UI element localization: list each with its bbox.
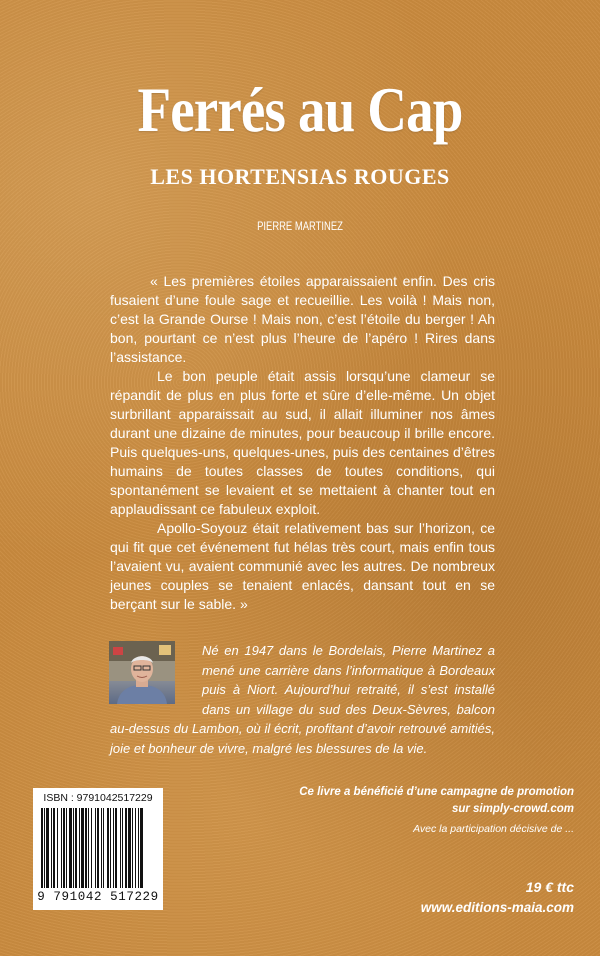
- barcode-bar: [97, 808, 99, 888]
- barcode-digits: 9 791042 517229: [37, 890, 159, 904]
- barcode-bar: [79, 808, 80, 888]
- barcode-bar: [61, 808, 62, 888]
- barcode-bar: [101, 808, 102, 888]
- barcode-bar: [53, 808, 55, 888]
- barcode-bar: [57, 808, 58, 888]
- publisher-website: www.editions-maia.com: [420, 900, 574, 915]
- promotion-note: [274, 784, 574, 818]
- book-title: Ferrés au Cap: [137, 74, 463, 145]
- barcode-bar: [66, 808, 67, 888]
- barcode-bar: [125, 808, 127, 888]
- barcode-bar: [128, 808, 131, 888]
- excerpt-paragraph: Apollo-Soyouz était relativement bas sur l’horizon, ce qui fit que cet événement fut hélas très court, mais enfin tous l’avaient vu, avaient communié avec les autres. De nombreux jeunes couples se tenaient enlacés, dansant tout en se berçant sur le sable. »: [110, 520, 495, 612]
- barcode-bar: [85, 808, 87, 888]
- author-bio: [110, 641, 495, 758]
- author-bio-text: Né en 1947 dans le Bordelais, Pierre Martinez a mené une carrière dans l’informatique à Bordeaux puis à Niort. Aujourd’hui retraité, il s’est installé dans un village du sud des Deux-Sèvres, balcon au-dessus du Lambon, où il écrit, profitant d’avoir retrouvé amitiés, joie et bonheur de vivre, malgré les blessures de la vie.: [110, 643, 495, 756]
- barcode-bar: [110, 808, 111, 888]
- barcode-bar: [135, 808, 136, 888]
- barcode: [39, 808, 157, 890]
- barcode-bar: [46, 808, 49, 888]
- barcode-bar: [120, 808, 121, 888]
- barcode-bar: [140, 808, 143, 888]
- promotion-line: sur simply-crowd.com: [451, 803, 574, 815]
- promotion-line: Ce livre a bénéficié d’une campagne de promotion: [299, 786, 574, 798]
- book-subtitle: LES HORTENSIAS ROUGES: [150, 164, 450, 189]
- barcode-bar: [138, 808, 139, 888]
- barcode-bar: [81, 808, 84, 888]
- barcode-bar: [41, 808, 43, 888]
- barcode-bar: [132, 808, 133, 888]
- price: 19 € ttc: [525, 879, 574, 895]
- barcode-bar: [44, 808, 45, 888]
- barcode-bar: [75, 808, 77, 888]
- barcode-bar: [107, 808, 109, 888]
- participation-note: Avec la participation décisive de ...: [413, 823, 574, 835]
- barcode-bar: [115, 808, 117, 888]
- book-excerpt: [110, 272, 495, 614]
- barcode-bar: [69, 808, 72, 888]
- barcode-bar: [113, 808, 114, 888]
- isbn-block: [33, 788, 163, 910]
- barcode-bar: [91, 808, 92, 888]
- barcode-bar: [103, 808, 104, 888]
- barcode-bar: [88, 808, 89, 888]
- barcode-bar: [73, 808, 74, 888]
- author-name: PIERRE MARTINEZ: [257, 221, 343, 233]
- barcode-bar: [122, 808, 123, 888]
- excerpt-paragraph: Le bon peuple était assis lorsqu’une clameur se répandit de plus en plus forte et sûre d’elle-même. Un objet surbrillant apparaissait au sud, il allait illuminer nos âmes durant une dizaine de minutes, pour beaucoup il brille encore. Puis quelques-uns, quelques-unes, puis des centaines d’êtres humains de toutes classes de toutes conditions, qui spontanément se levaient et se mettaient à chanter tout en applaudissant ce fabuleux exploit.: [110, 368, 495, 517]
- barcode-bar: [51, 808, 52, 888]
- barcode-bar: [63, 808, 65, 888]
- excerpt-paragraph: « Les premières étoiles apparaissaient enfin. Des cris fusaient d’une foule sage et recueillie. Les voilà ! Mais non, c’est la Grande Ourse ! Mais non, c’est l’étoile du berger ! Ah bon, pourtant ce n’est plus l’heure de l’apéro ! Rires dans l’assistance.: [110, 273, 495, 365]
- barcode-bar: [95, 808, 96, 888]
- isbn-label: ISBN : 9791042517229: [43, 792, 153, 804]
